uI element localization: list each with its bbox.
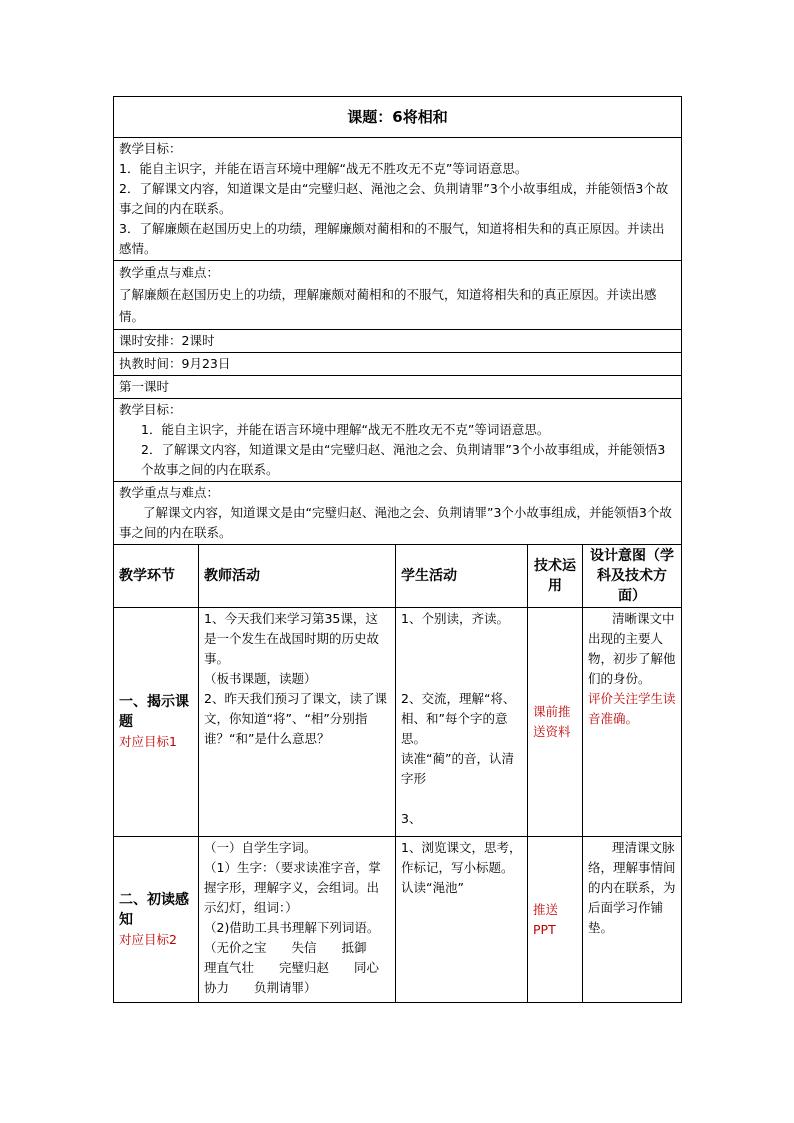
- header-student: 学生活动: [396, 545, 528, 608]
- teacher-step: （一）自学生字词。: [204, 840, 317, 855]
- tech-use: 课前推送资料: [528, 608, 583, 837]
- lesson-goal-item-1: 1．能自主识字，并能在语言环境中理解“战无不胜攻无不克”等词语意思。: [141, 422, 550, 437]
- student-step: 1、个别读，齐读。: [401, 611, 509, 626]
- header-tech: 技术运用: [528, 545, 583, 608]
- key-points-text: 了解廉颇在赵国历史上的功绩，理解廉颇对蔺相和的不服气，知道将相失和的真正原因。并读出感情。: [119, 287, 657, 324]
- table-row: [114, 608, 682, 837]
- lesson-plan-table: [113, 96, 682, 1003]
- header-stage: 教学环节: [114, 545, 199, 608]
- lesson-text: 第一课时: [114, 376, 682, 399]
- lesson-goals-row: [114, 399, 682, 482]
- teacher-step: （1）生字：（要求读准字音，掌握字形，理解字义，会组词。出示幻灯，组词：）: [204, 860, 381, 915]
- lesson-key-text: 了解课文内容，知道课文是由“完璧归赵、渑池之会、负荆请罪”3个小故事组成，并能领悟3个故事之间的内在联系。: [119, 505, 672, 540]
- lesson-key-heading: 教学重点与难点：: [119, 485, 220, 500]
- teacher-step: 2、昨天我们预习了课文，读了课文，你知道“将”、“相”分别指谁？“和”是什么意思？: [204, 691, 387, 746]
- lesson-goal-item-2: 2．了解课文内容，知道课文是由“完璧归赵、渑池之会、负荆请罪”3个小故事组成，并能领悟3个故事之间的内在联系。: [141, 442, 666, 477]
- schedule-row: [114, 330, 682, 353]
- key-points-heading: 教学重点与难点：: [119, 265, 220, 280]
- design-intent: 清晰课文中出现的主要人物，初步了解他们的身份。: [588, 611, 676, 686]
- lesson-plan-page: [113, 96, 681, 1003]
- lesson-title: 课题：6将相和: [114, 97, 682, 138]
- lesson-key-row: [114, 482, 682, 545]
- design-intent: 理清课文脉络，理解事情间的内在联系，为后面学习作铺垫。: [588, 840, 676, 935]
- date-row: [114, 353, 682, 376]
- schedule-text: 课时安排：2课时: [114, 330, 682, 353]
- teacher-step: 1、今天我们来学习第35课，这是一个发生在战国时期的历史故事。: [204, 611, 380, 666]
- goals-row: [114, 138, 682, 261]
- goals-heading: 教学目标：: [119, 141, 182, 156]
- student-step: 2、交流，理解“将、相、和”每个字的意思。: [401, 691, 516, 746]
- lesson-goals-heading: 教学目标：: [119, 402, 182, 417]
- header-teacher: 教师活动: [199, 545, 396, 608]
- design-evaluation: 评价关注学生读音准确。: [588, 691, 676, 726]
- header-design: 设计意图（学科及技术方面）: [583, 545, 682, 608]
- stage-title: 二、初读感知: [119, 891, 189, 928]
- table-row: [114, 837, 682, 1003]
- stage-title: 一、揭示课题: [119, 694, 189, 730]
- title-row: [114, 97, 682, 138]
- goal-item-2: 2．了解课文内容，知道课文是由“完璧归赵、渑池之会、负荆请罪”3个小故事组成，并能领悟3个故事之间的内在联系。: [119, 181, 669, 216]
- tech-use: 推送PPT: [528, 837, 583, 1003]
- lesson-row: [114, 376, 682, 399]
- key-points-row: [114, 261, 682, 330]
- student-step: 3、: [401, 811, 422, 826]
- goal-item-3: 3．了解廉颇在赵国历史上的功绩，理解廉颇对蔺相和的不服气，知道将相失和的真正原因。并读出感情。: [119, 221, 665, 256]
- stage-target: 对应目标1: [119, 734, 177, 749]
- student-step: 读准“蔺”的音，认清字形: [401, 751, 514, 786]
- column-header-row: [114, 545, 682, 608]
- goal-item-1: 1．能自主识字，并能在语言环境中理解“战无不胜攻无不克”等词语意思。: [119, 161, 528, 176]
- stage-target: 对应目标2: [119, 931, 177, 947]
- student-step: 1、浏览课文，思考，作标记，写小标题。认读“渑池”: [401, 840, 522, 895]
- date-text: 执教时间：9月23日: [114, 353, 682, 376]
- teacher-step: （2)借助工具书理解下列词语。（无价之宝 失信 抵御 理直气壮 完璧归赵 同心协力 负荆请罪）: [204, 920, 392, 995]
- teacher-step: （板书课题，读题）: [204, 671, 317, 686]
